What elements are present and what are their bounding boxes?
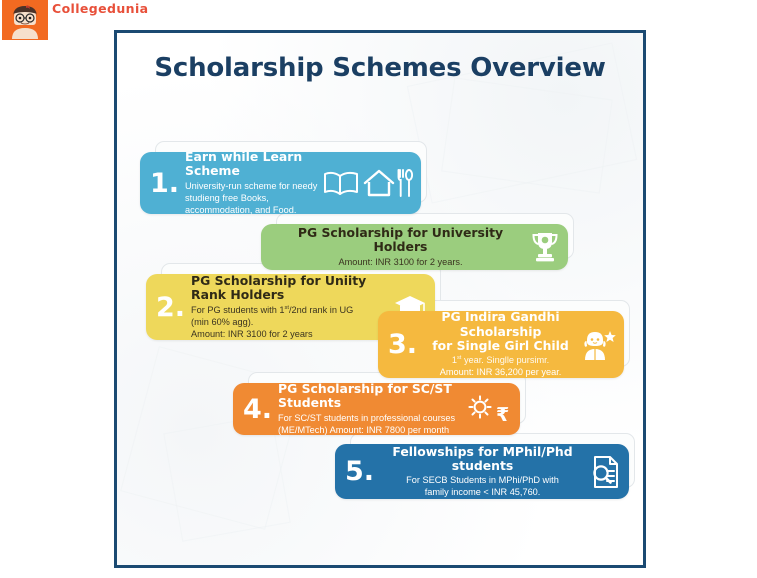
card-line-5-1: For SC/ST students in professional courses	[278, 412, 456, 423]
card-line-6-1: For SECB Students in MPhi/PhD with	[406, 475, 559, 486]
card-number-6: 5.	[345, 456, 375, 487]
card-title-2: PG Scholarship for University Holders	[297, 225, 504, 255]
card-line-3-1: For PG students with 1st/2nd rank in UG	[191, 304, 354, 315]
card-body-1	[181, 150, 323, 216]
watermark-label: Collegedunia	[52, 1, 149, 16]
card-line-1-1: University-run scheme for needy	[185, 180, 318, 191]
card-line-3-2: (min 60% agg).	[191, 316, 254, 327]
card-line-3-3: Amount: INR 3100 for 2 years	[191, 328, 313, 339]
card-number-5: 4.	[243, 393, 273, 425]
card-line-4-2: Amount: INR 36,200 per year.	[439, 367, 562, 378]
card-number-1: 1.	[150, 167, 180, 199]
watermark-logo	[0, 0, 149, 42]
card-number-4: 3.	[388, 329, 418, 360]
svg-text:₹: ₹	[496, 403, 510, 426]
card-icons-5	[466, 393, 520, 426]
card-icons-6	[589, 454, 629, 490]
card-line-6-2: family income < INR 45,760.	[424, 487, 541, 498]
card-title-4-line1: PG Indira Gandhi Scholarship	[441, 309, 560, 339]
card-title-4	[423, 310, 578, 353]
scheme-card-fellowships[interactable]	[335, 444, 629, 499]
card-line-1-3: accommodation, and Food.	[185, 204, 297, 215]
card-title-4-line2: for Single Girl Child	[432, 338, 569, 353]
scheme-card-sc-st[interactable]	[233, 383, 520, 435]
scheme-card-university-holders[interactable]	[261, 224, 568, 270]
card-title-3: PG Scholarship for Uniity Rank Holders	[191, 273, 367, 303]
card-line-1-2: studieng free Books,	[185, 192, 269, 203]
scheme-card-earn-while-learn[interactable]	[140, 149, 421, 215]
card-title-1: Earn while Learn Scheme	[185, 149, 303, 179]
page-title: Scholarship Schemes Overview	[154, 53, 606, 83]
card-line-4-1: 1st year. Singlle pursimr.	[451, 355, 550, 366]
card-body-3	[187, 274, 393, 340]
card-line-5-2: (ME/MTech) Amount: INR 7800 per month	[278, 424, 450, 435]
document-search-icon	[589, 454, 621, 490]
girl-star-icon	[582, 329, 616, 361]
card-body-5	[274, 382, 466, 436]
gear-icon	[466, 394, 496, 424]
book-icon	[323, 168, 359, 198]
card-body-2	[261, 226, 530, 268]
card-icons-2	[530, 230, 568, 264]
avatar	[2, 0, 48, 40]
card-title-6: Fellowships for MPhil/Phd students	[392, 443, 573, 473]
scheme-card-indira-gandhi[interactable]	[378, 311, 624, 378]
card-body-4	[419, 310, 582, 378]
avatar-face-icon	[10, 5, 40, 39]
card-number-3: 2.	[156, 291, 186, 323]
house-icon	[362, 167, 396, 199]
card-body-6	[376, 445, 589, 499]
fork-spoon-icon	[397, 167, 413, 199]
card-title-5: PG Scholarship for SC/ST Students	[278, 381, 452, 411]
card-icons-1	[323, 167, 421, 199]
card-icons-4	[582, 329, 624, 361]
trophy-icon	[530, 230, 560, 264]
card-line-2-1: Amount: INR 3100 for 2 years.	[338, 256, 463, 267]
rupee-icon	[494, 400, 512, 426]
